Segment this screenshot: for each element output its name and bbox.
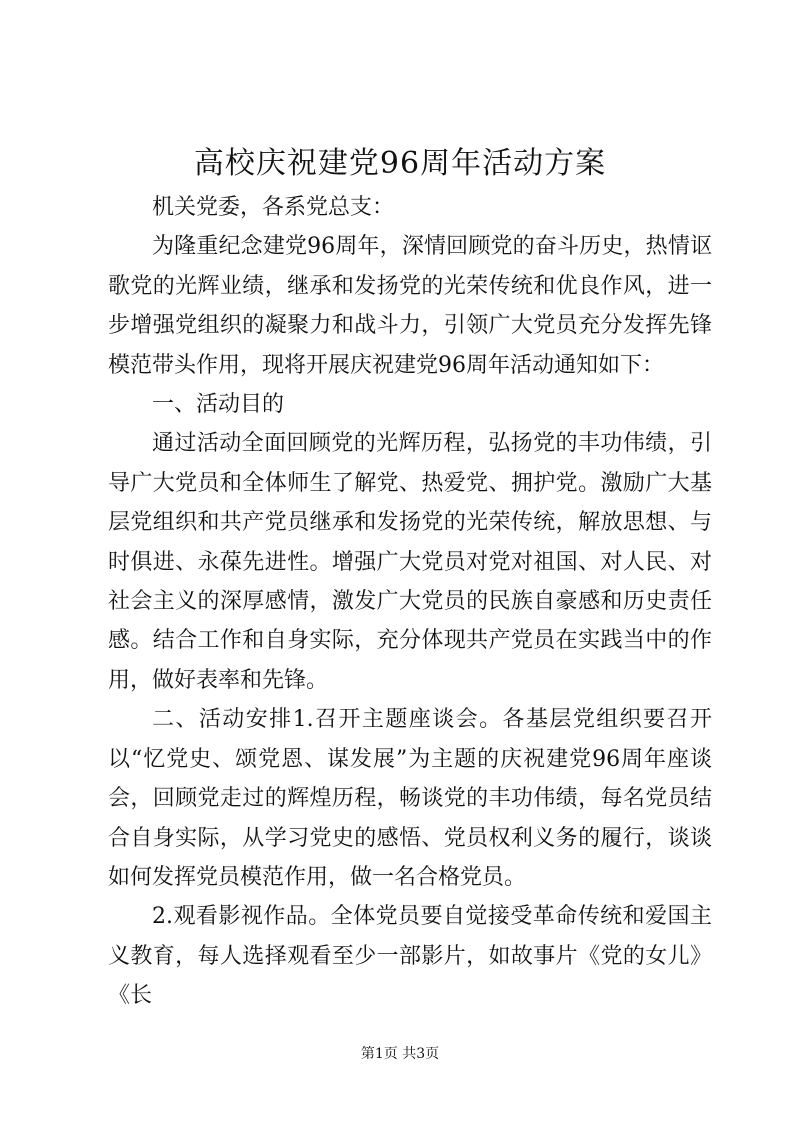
document-title: 高校庆祝建党96周年活动方案 bbox=[193, 146, 607, 181]
purpose-paragraph: 通过活动全面回顾党的光辉历程，弘扬党的丰功伟绩，引导广大党员和全体师生了解党、热爱党、拥护党。激励广大基层党组织和共产党员继承和发扬党的光荣传统，解放思想、与时俱进、永葆先进性。增强广大党员对党对祖国、对人民、对社会主义的深厚感情，激发广大党员的民族自豪感和历史责任感。结合工作和自身实际，充分体现共产党员在实践当中的作用，做好表率和先锋。 bbox=[108, 431, 712, 693]
salutation-paragraph: 机关党委，各系党总支： bbox=[152, 195, 395, 220]
intro-paragraph: 为隆重纪念建党96周年，深情回顾党的奋斗历史，热情讴歌党的光辉业绩，继承和发扬党的光荣传统和优良作风，进一步增强党组织的凝聚力和战斗力，引领广大党员充分发挥先锋模范带头作用，现将开展庆祝建党96周年活动通知如下： bbox=[108, 234, 712, 378]
section-heading-purpose: 一、活动目的 bbox=[152, 392, 285, 418]
document-body bbox=[108, 188, 712, 1016]
film-viewing-paragraph: 2.观看影视作品。全体党员要自觉接受革命传统和爱国主义教育，每人选择观看至少一部影片，如故事片《党的女儿》《长 bbox=[108, 904, 712, 1009]
page-footer: 第1页 共3页 bbox=[360, 1046, 440, 1062]
arrangement-paragraph: 二、活动安排1.召开主题座谈会。各基层党组织要召开以“忆党史、颂党恩、谋发展”为主题的庆祝建党96周年座谈会，回顾党走过的辉煌历程，畅谈党的丰功伟绩，每名党员结合自身实际，从学习党史的感悟、党员权利义务的履行，谈谈如何发挥党员模范作用，做一名合格党员。 bbox=[108, 707, 712, 890]
